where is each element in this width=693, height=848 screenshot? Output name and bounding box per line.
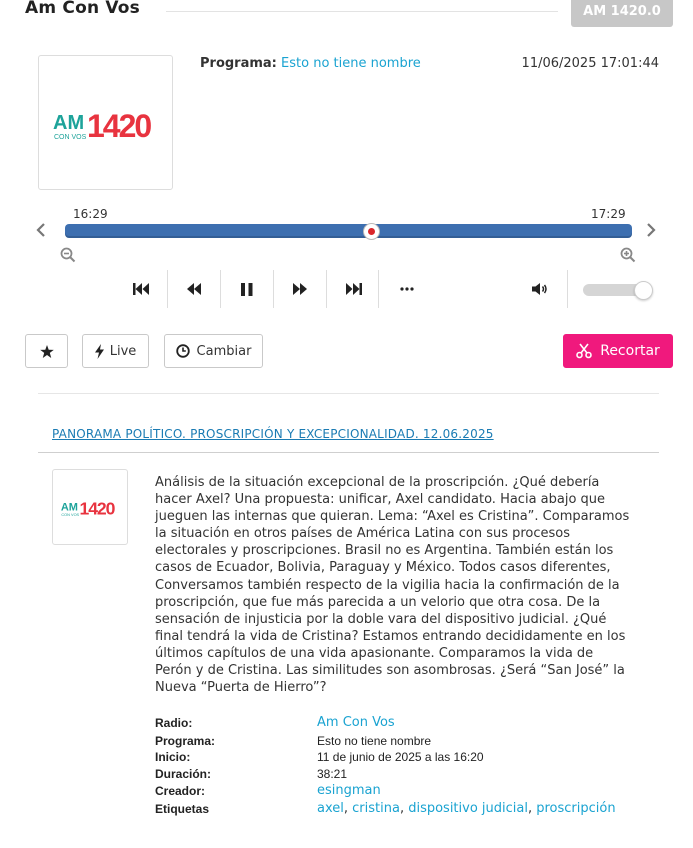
- cambiar-button[interactable]: [164, 334, 263, 368]
- page-header: [0, 0, 693, 28]
- live-button[interactable]: [82, 334, 149, 368]
- fast-forward-icon: [293, 283, 307, 295]
- time-end-label: 17:29: [591, 207, 626, 221]
- inicio-label: Inicio:: [155, 750, 191, 764]
- meta-row-duracion: [155, 767, 675, 784]
- program-label: Programa:: [200, 56, 277, 71]
- am-con-vos-logo-small-icon: [59, 496, 121, 518]
- tag-separator: ,: [399, 801, 409, 816]
- skip-start-button[interactable]: [115, 270, 168, 308]
- cambiar-button-label: Cambiar: [196, 343, 252, 359]
- logo-number-text: 1420: [86, 107, 150, 143]
- lightning-icon: [95, 344, 104, 359]
- episode-title-link[interactable]: PANORAMA POLÍTICO. PROSCRIPCIÓN Y EXCEPCIONALIDAD. 12.06.2025: [52, 427, 494, 441]
- meta-row-inicio: [155, 750, 675, 767]
- creador-link[interactable]: esingman: [317, 783, 381, 798]
- description-line: hacer Axel? Una propuesta: unificar, Axel candidato. Hacia abajo que: [155, 492, 606, 508]
- chevron-right-icon[interactable]: [646, 222, 656, 242]
- creador-label: Creador:: [155, 784, 206, 798]
- description-line: últimos capítulos de una vida apasionante. Comparamos la vida de: [155, 645, 594, 661]
- description-line: jueguen las internas que quieran. Lema: “Axel es Cristina”. Comparamos: [155, 509, 630, 525]
- pause-icon: [241, 283, 253, 296]
- program-info: [200, 56, 421, 71]
- volume-slider-handle[interactable]: [634, 281, 653, 300]
- am-con-vos-logo-icon: [51, 103, 161, 143]
- tag-link[interactable]: axel: [317, 801, 344, 816]
- zoom-in-icon[interactable]: [620, 247, 636, 267]
- live-button-label: Live: [109, 343, 137, 359]
- skip-end-button[interactable]: [327, 270, 380, 308]
- recortar-button-label: Recortar: [600, 343, 660, 359]
- description-line: Conversamos también respecto de la vigilia hacia la confirmación de la: [155, 577, 620, 593]
- description-line: Perón y de Cristina. Las similitudes son asombrosas. ¿Será “San José” la: [155, 663, 625, 679]
- clock-icon: [176, 344, 190, 358]
- duracion-label: Duración:: [155, 767, 212, 781]
- episode-description: [155, 474, 645, 696]
- section-divider: [38, 393, 659, 394]
- description-line: proscripción, que fue más parecida a un velorio que otra cosa. De la: [155, 594, 601, 610]
- station-title: Am Con Vos: [25, 0, 140, 18]
- frequency-badge: AM 1420.0: [571, 0, 673, 27]
- logo-sub-text: CON VOS: [53, 133, 86, 141]
- timeline-track[interactable]: [65, 224, 632, 238]
- etiquetas-label: Etiquetas: [155, 802, 210, 816]
- radio-label: Radio:: [155, 716, 193, 730]
- tags-list: [317, 801, 616, 816]
- small-logo-am-text: AM: [60, 501, 78, 514]
- chevron-left-icon[interactable]: [36, 222, 46, 242]
- programa-value: Esto no tiene nombre: [317, 734, 432, 748]
- duracion-value: 38:21: [317, 767, 348, 781]
- star-icon: [40, 345, 54, 358]
- description-line: electorales y proscripciones. Brasil no es Argentina. También están los: [155, 543, 614, 559]
- scissors-icon: [576, 343, 592, 359]
- rewind-button[interactable]: [168, 270, 221, 308]
- tag-link[interactable]: dispositivo judicial: [408, 801, 528, 816]
- logo-am-text: AM: [52, 111, 84, 134]
- transport-controls: [115, 270, 380, 308]
- meta-row-programa: [155, 734, 675, 751]
- description-line: sensación de injusticia por la doble vara del dispositivo judicial. ¿Qué: [155, 611, 607, 627]
- tag-link[interactable]: proscripción: [536, 801, 616, 816]
- playhead-dot: [368, 228, 375, 235]
- programa-label: Programa:: [155, 734, 216, 748]
- description-line: casos de Ecuador, Bolivia, Paraguay y México. Todos casos diferentes,: [155, 560, 611, 576]
- skip-start-icon: [133, 283, 149, 295]
- station-logo: [38, 55, 173, 190]
- meta-row-radio: [155, 716, 675, 733]
- tag-separator: ,: [343, 801, 353, 816]
- description-line: final tendrá la vida de Cristina? Estamos entrando decididamente en los: [155, 628, 626, 644]
- recortar-button[interactable]: [563, 334, 673, 368]
- tag-link[interactable]: cristina: [352, 801, 400, 816]
- description-line: Análisis de la situación excepcional de la proscripción. ¿Qué debería: [155, 475, 600, 490]
- volume-icon[interactable]: [532, 281, 548, 300]
- inicio-value: 11 de junio de 2025 a las 16:20: [317, 750, 484, 764]
- description-line: Nueva “Puerta de Hierro”?: [155, 680, 327, 696]
- meta-row-creador: [155, 784, 675, 801]
- program-datetime: 11/06/2025 17:01:44: [521, 56, 659, 71]
- header-divider: [166, 11, 558, 12]
- episode-logo: [52, 469, 128, 545]
- small-logo-sub-text: CON VOS: [61, 512, 80, 517]
- tag-separator: ,: [527, 801, 537, 816]
- volume-slider[interactable]: [583, 284, 651, 296]
- timeline-playhead[interactable]: [363, 223, 380, 240]
- episode-divider: [38, 452, 659, 453]
- time-start-label: 16:29: [73, 207, 108, 221]
- skip-end-icon: [346, 283, 362, 295]
- small-logo-number-text: 1420: [79, 498, 115, 518]
- zoom-out-icon[interactable]: [60, 247, 76, 267]
- rewind-icon: [187, 283, 201, 295]
- volume-divider: [567, 270, 568, 308]
- fast-forward-button[interactable]: [274, 270, 327, 308]
- pause-button[interactable]: [221, 270, 274, 308]
- program-name[interactable]: Esto no tiene nombre: [281, 56, 421, 71]
- more-icon: [400, 287, 414, 291]
- meta-row-etiquetas: [155, 802, 675, 819]
- more-options-button[interactable]: [379, 270, 435, 308]
- favorite-button[interactable]: [25, 334, 68, 368]
- description-line: la situación en otros países de América Latina con sus procesos: [155, 526, 571, 542]
- radio-link[interactable]: Am Con Vos: [317, 715, 395, 730]
